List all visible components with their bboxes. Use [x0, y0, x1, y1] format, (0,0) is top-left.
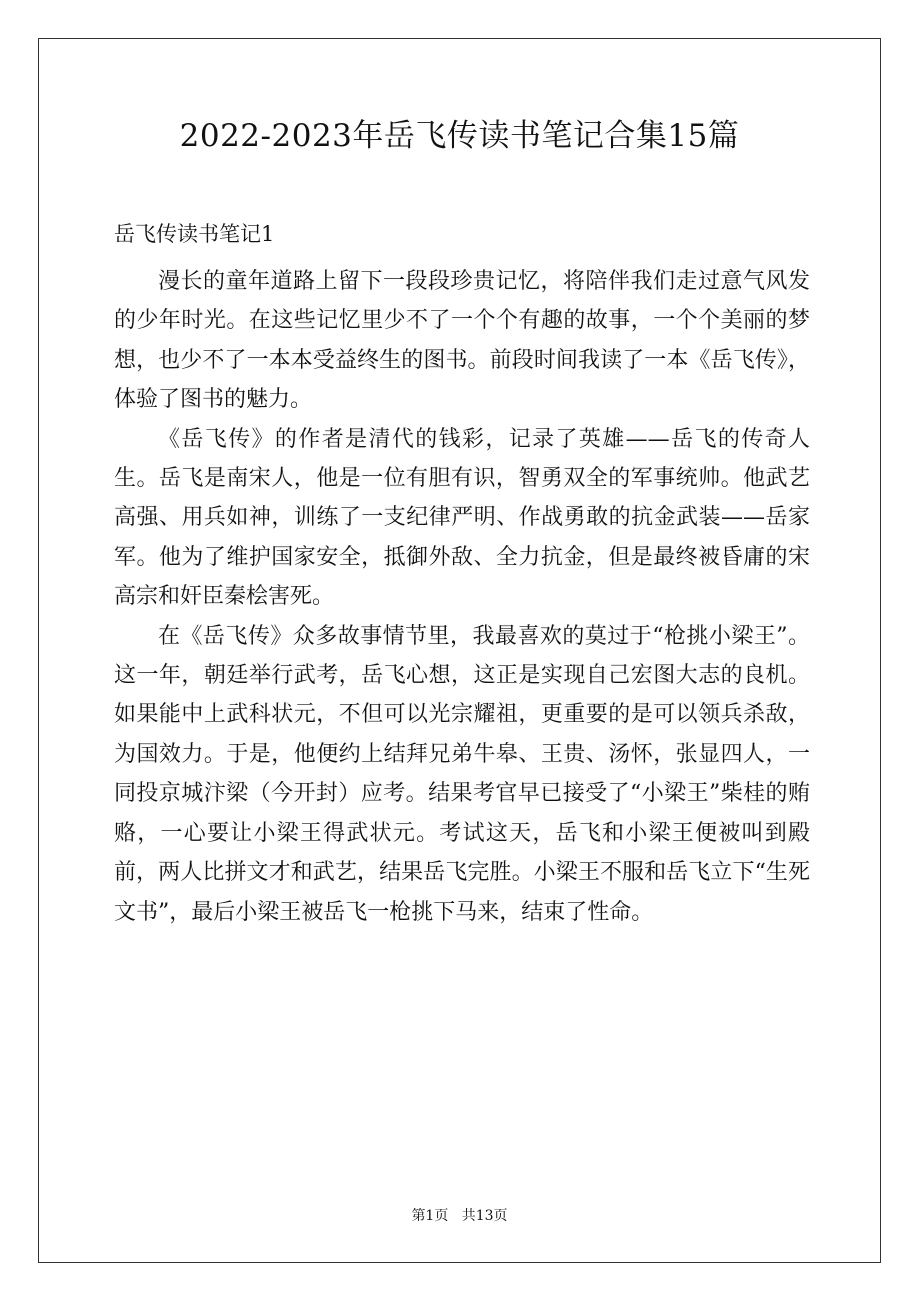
page-total: 共13页	[461, 1208, 508, 1224]
document-body	[114, 262, 810, 932]
page-number: 第1页	[411, 1208, 449, 1224]
paragraph: 漫长的童年道路上留下一段段珍贵记忆，将陪伴我们走过意气风发的少年时光。在这些记忆里少不了一个个有趣的故事，一个个美丽的梦想，也少不了一本本受益终生的图书。前段时间我读了一本《岳飞传》，体验了图书的魅力。	[114, 269, 810, 413]
document-title: 2022-2023年岳飞传读书笔记合集15篇	[179, 118, 740, 154]
paragraph: 《岳飞传》的作者是清代的钱彩，记录了英雄——岳飞的传奇人生。岳飞是南宋人，他是一位有胆有识，智勇双全的军事统帅。他武艺高强、用兵如神，训练了一支纪律严明、作战勇敢的抗金武装——岳家军。他为了维护国家安全，抵御外敌、全力抗金，但是最终被昏庸的宋高宗和奸臣秦桧害死。	[114, 426, 810, 610]
section-heading: 岳飞传读书笔记1	[114, 222, 275, 246]
page-footer	[38, 1206, 881, 1226]
paragraph: 在《岳飞传》众多故事情节里，我最喜欢的莫过于“枪挑小梁王”。这一年，朝廷举行武考，岳飞心想，这正是实现自己宏图大志的良机。如果能中上武科状元，不但可以光宗耀祖，更重要的是可以领兵杀敌，为国效力。于是，他便约上结拜兄弟牛皋、王贵、汤怀，张显四人，一同投京城汴梁（今开封）应考。结果考官早已接受了“小梁王”柴桂的贿赂，一心要让小梁王得武状元。考试这天，岳飞和小梁王便被叫到殿前，两人比拼文才和武艺，结果岳飞完胜。小梁王不服和岳飞立下“生死文书”，最后小梁王被岳飞一枪挑下马来，结束了性命。	[114, 623, 810, 925]
